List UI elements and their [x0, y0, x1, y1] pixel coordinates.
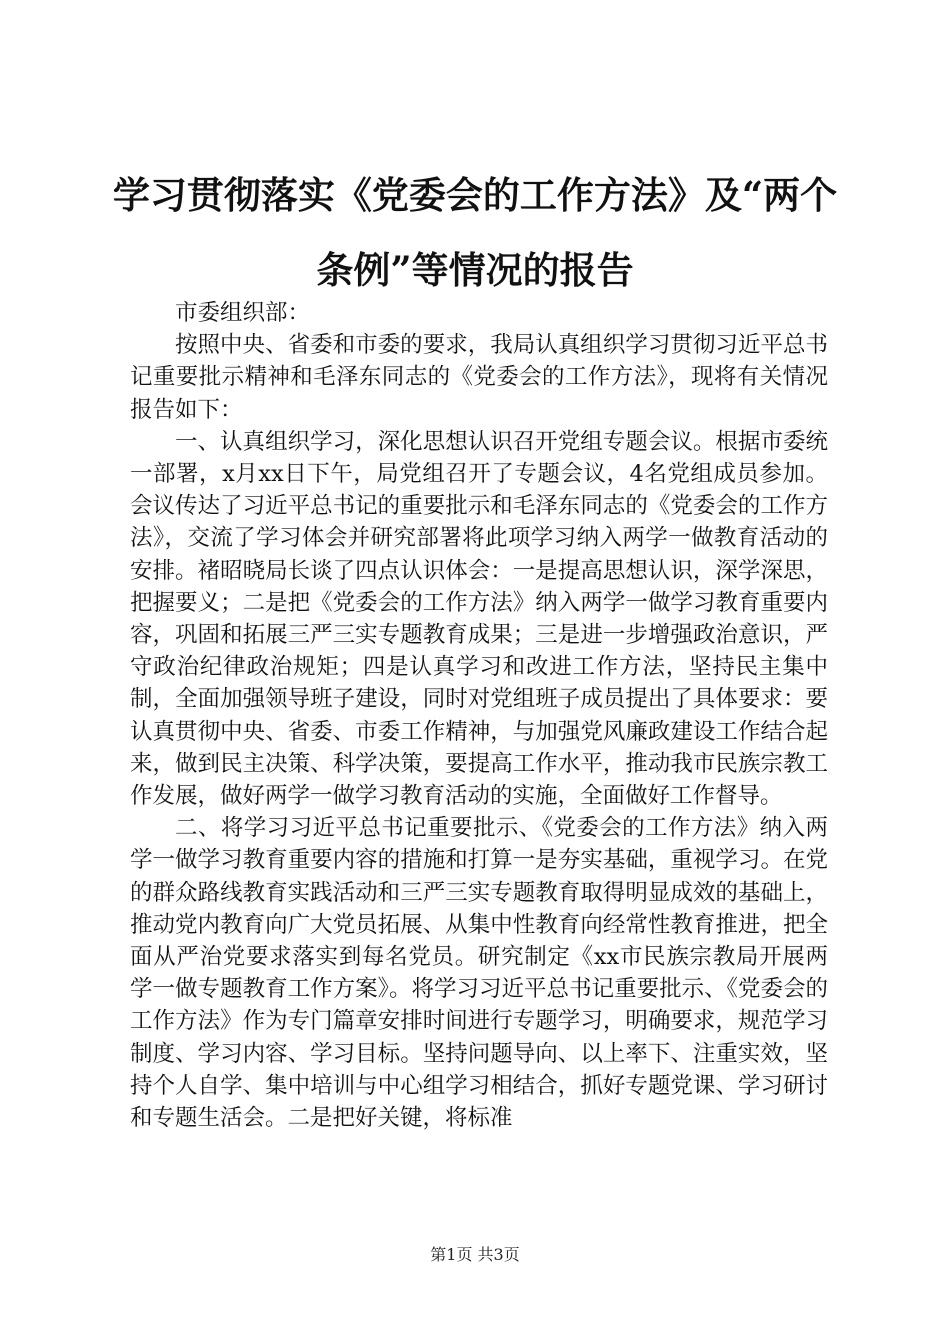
paragraph-section-1: 一、认真组织学习，深化思想认识召开党组专题会议。根据市委统一部署，x月xx日下午，局党组召开了专题会议，4名党组成员参加。会议传达了习近平总书记的重要批示和毛泽东同志的《党委会的工作方法》，交流了学习体会并研究部署将此项学习纳入两学一做教育活动的安排。褚昭晓局长谈了四点认识体会：一是提高思想认识，深学深思，把握要义；二是把《党委会的工作方法》纳入两学一做学习教育重要内容，巩固和拓展三严三实专题教育成果；三是进一步增强政治意识，严守政治纪律政治规矩；四是认真学习和改进工作方法，坚持民主集中制，全面加强领导班子建设，同时对党组班子成员提出了具体要求：要认真贯彻中央、省委、市委工作精神，与加强党风廉政建设工作结合起来，做到民主决策、科学决策，要提高工作水平，推动我市民族宗教工作发展，做好两学一做学习教育活动的实施，全面做好工作督导。 — [130, 428, 828, 810]
paragraph-section-2: 二、将学习习近平总书记重要批示、《党委会的工作方法》纳入两学一做学习教育重要内容的措施和打算一是夯实基础，重视学习。在党的群众路线教育实践活动和三严三实专题教育取得明显成效的基础上，推动党内教育向广大党员拓展、从集中性教育向经常性教育推进，把全面从严治党要求落实到每名党员。研究制定《xx市民族宗教局开展两学一做专题教育工作方案》。将学习习近平总书记重要批示、《党委会的工作方法》作为专门篇章安排时间进行专题学习，明确要求，规范学习制度、学习内容、学习目标。坚持问题导向、以上率下、注重实效，坚持个人自学、集中培训与中心组学习相结合，抓好专题党课、学习研讨和专题生活会。二是把好关键，将标准 — [130, 815, 828, 1132]
salutation: 市委组织部： — [175, 300, 311, 326]
document-title: 学习贯彻落实《党委会的工作方法》及“两个条例”等情况的报告 — [112, 173, 838, 292]
document-body — [130, 297, 828, 1134]
page-footer: 第1页 共3页 — [430, 1245, 520, 1264]
paragraph-intro: 按照中央、省委和市委的要求，我局认真组织学习贯彻习近平总书记重要批示精神和毛泽东同志的《党委会的工作方法》，现将有关情况报告如下： — [130, 332, 828, 423]
